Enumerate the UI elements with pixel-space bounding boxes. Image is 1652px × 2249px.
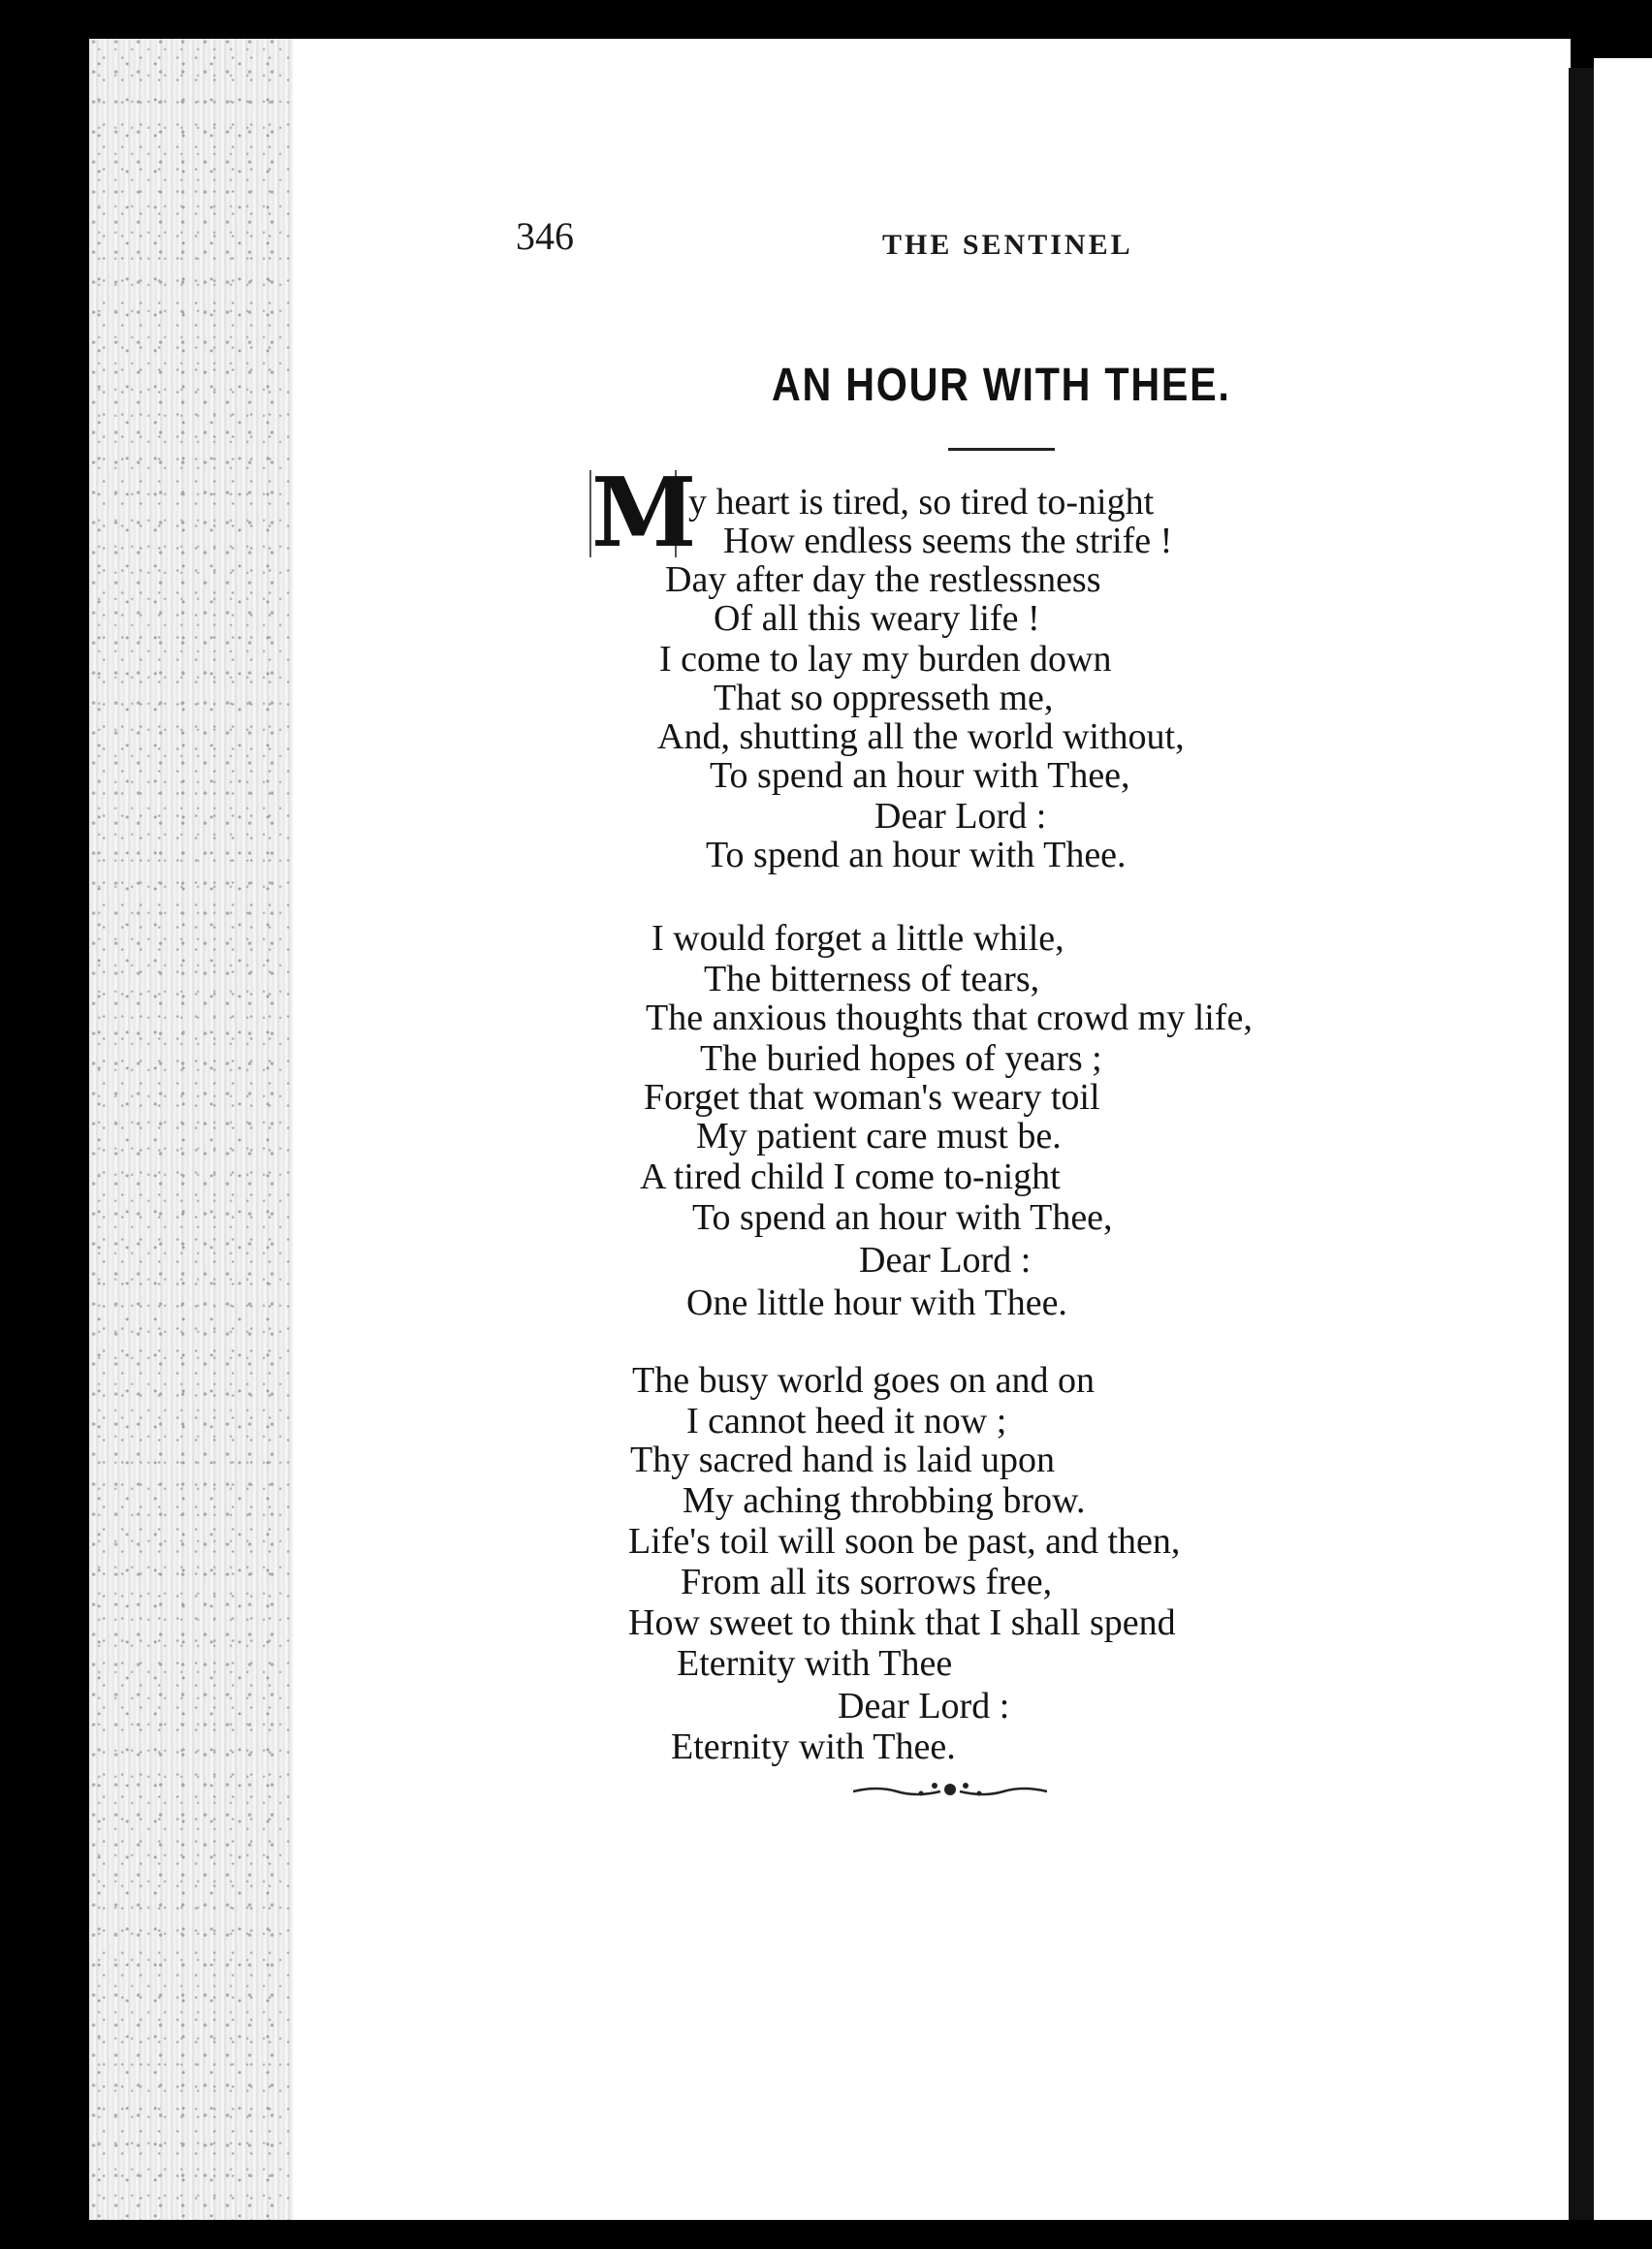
poem-line: That so oppresseth me, xyxy=(714,678,1054,718)
poem-line: Forget that woman's weary toil xyxy=(644,1077,1100,1118)
poem-line: y heart is tired, so tired to-night xyxy=(688,482,1155,523)
poem-line: I come to lay my burden down xyxy=(659,639,1112,680)
poem-line: The anxious thoughts that crowd my life, xyxy=(646,998,1253,1038)
running-head: THE SENTINEL xyxy=(882,229,1133,261)
poem-line: How sweet to think that I shall spend xyxy=(628,1602,1176,1643)
poem-line: To spend an hour with Thee. xyxy=(706,835,1127,875)
poem-line: Dear Lord : xyxy=(859,1240,1032,1281)
poem-line: To spend an hour with Thee, xyxy=(692,1197,1113,1238)
poem-line: Thy sacred hand is laid upon xyxy=(630,1440,1055,1480)
poem-line: The bitterness of tears, xyxy=(704,959,1040,999)
poem-line: Eternity with Thee. xyxy=(671,1726,956,1767)
poem-line: From all its sorrows free, xyxy=(681,1562,1053,1602)
poem-line: My aching throbbing brow. xyxy=(683,1480,1086,1521)
poem-line: My patient care must be. xyxy=(696,1116,1062,1156)
poem-line: Dear Lord : xyxy=(838,1686,1010,1726)
ornament-divider xyxy=(853,1770,1047,1809)
poem-title: AN HOUR WITH THEE. xyxy=(772,360,1231,411)
poem-line: One little hour with Thee. xyxy=(686,1283,1067,1323)
page-number: 346 xyxy=(516,214,574,258)
poem-line: The busy world goes on and on xyxy=(632,1360,1096,1401)
poem-line: Life's toil will soon be past, and then, xyxy=(628,1521,1181,1562)
poem-line: And, shutting all the world without, xyxy=(657,716,1185,757)
poem-line: Of all this weary life ! xyxy=(714,598,1040,639)
poem-line: Day after day the restlessness xyxy=(665,559,1101,600)
poem-line: How endless seems the strife ! xyxy=(723,521,1173,561)
poem-line: I cannot heed it now ; xyxy=(686,1401,1007,1441)
poem-line: The buried hopes of years ; xyxy=(700,1038,1102,1079)
poem-line: Eternity with Thee xyxy=(677,1643,953,1684)
poem-line: I would forget a little while, xyxy=(651,918,1064,959)
drop-cap: M xyxy=(591,458,697,569)
poem-line: To spend an hour with Thee, xyxy=(710,755,1130,796)
poem-line: Dear Lord : xyxy=(874,796,1047,837)
poem-line: A tired child I come to-night xyxy=(640,1156,1061,1197)
